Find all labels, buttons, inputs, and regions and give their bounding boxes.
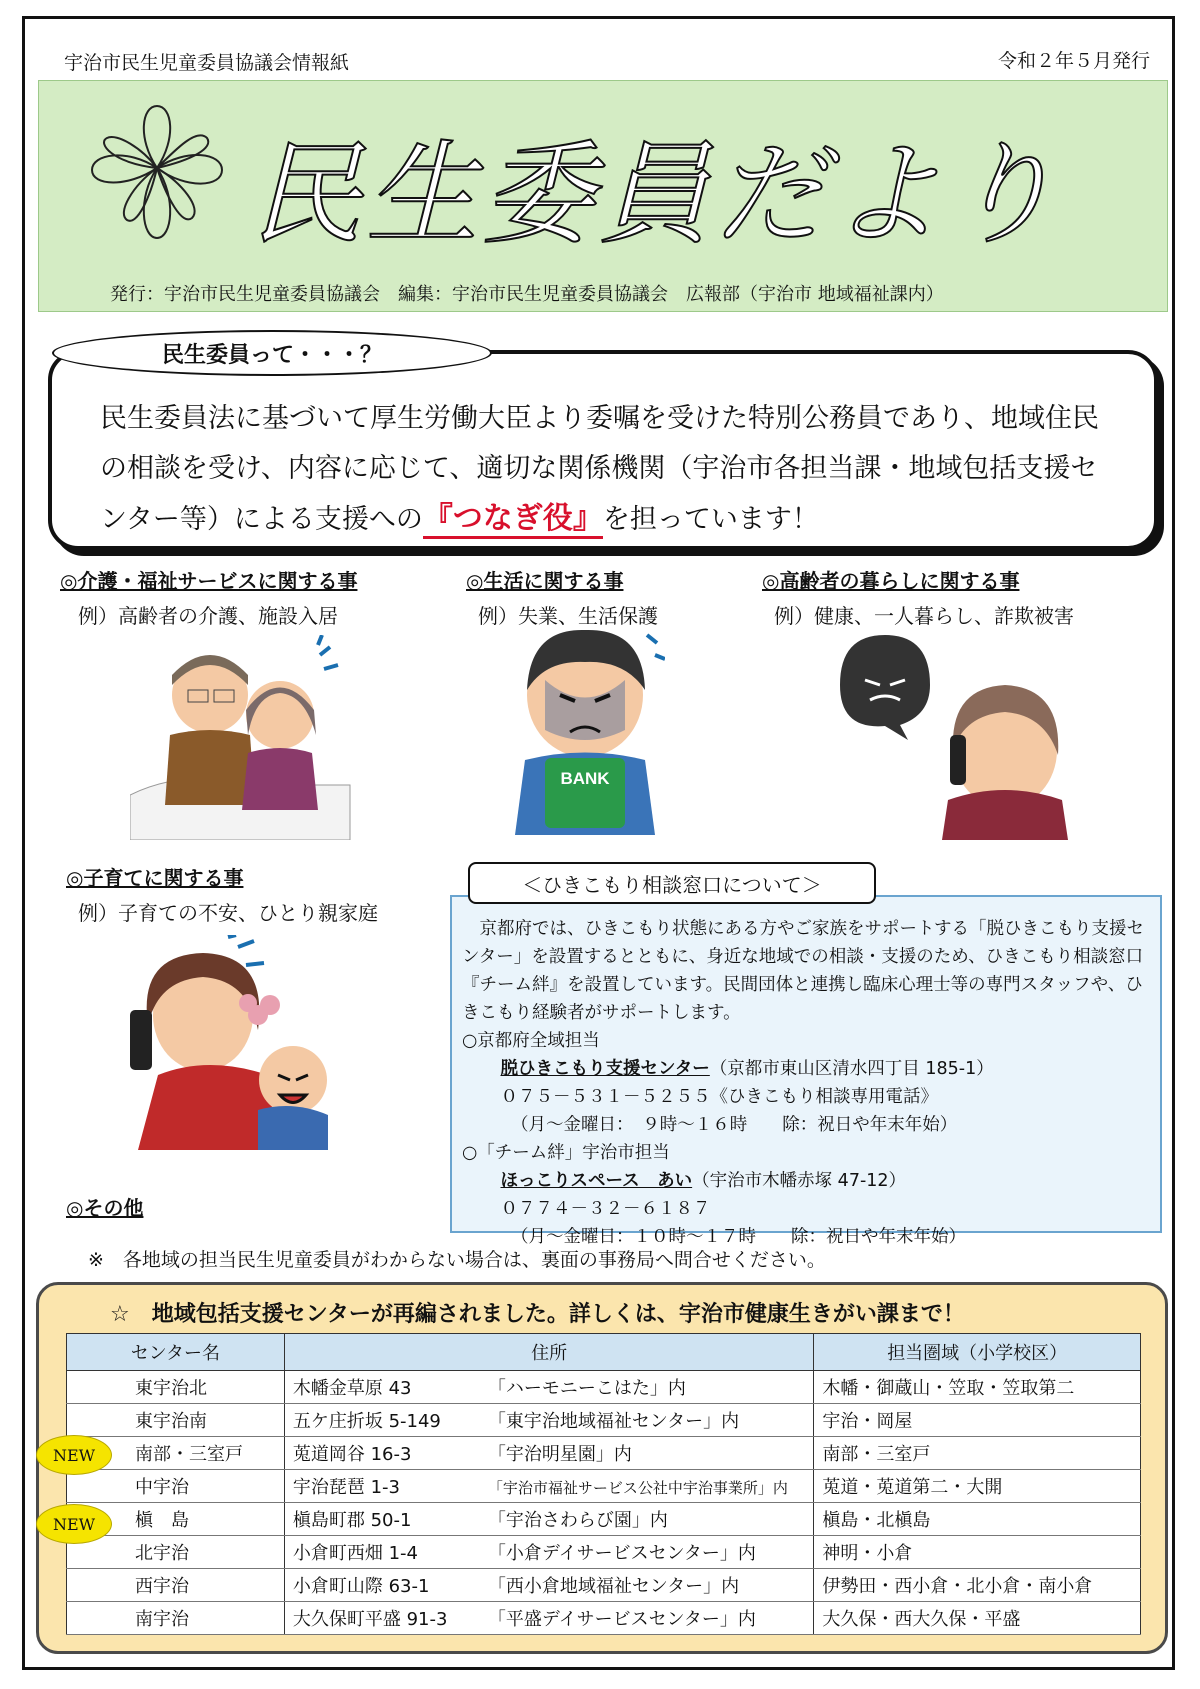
center-name-cell: 東宇治北 xyxy=(67,1371,285,1404)
center-address: 木幡金草原 43 xyxy=(292,1378,412,1399)
clover-logo xyxy=(82,98,232,248)
hikikomori-heading: ＜ひきこもり相談窓口について＞ xyxy=(468,862,876,904)
table-row xyxy=(67,1569,1141,1602)
header-address: 住所 xyxy=(284,1334,814,1371)
area2-hours: （月～金曜日：１０時～１７時 除：祝日や年末年始） xyxy=(511,1227,966,1247)
area1-label: ○京都府全域担当 xyxy=(462,1031,600,1051)
header-center-name: センター名 xyxy=(67,1334,285,1371)
masthead-title: 民生委員だより xyxy=(250,130,1062,260)
table-row xyxy=(67,1437,1141,1470)
area2-label: ○「チーム絆」宇治市担当 xyxy=(462,1143,670,1163)
center-address: 大久保町平盛 91-3 xyxy=(292,1609,448,1630)
center-address-cell xyxy=(284,1371,814,1404)
center-area-cell: 宇治・岡屋 xyxy=(814,1404,1141,1437)
center-facility: 「西小倉地域福祉センター」内 xyxy=(487,1576,740,1597)
center-address-cell xyxy=(284,1503,814,1536)
area1-center-name: 脱ひきこもり支援センター xyxy=(500,1059,710,1079)
center-facility: 「小倉デイサービスセンター」内 xyxy=(487,1543,756,1564)
center-facility: 「宇治明星園」内 xyxy=(487,1444,632,1465)
area1-address: （京都市東山区清水四丁目 185-1） xyxy=(709,1059,994,1079)
category-elderly-title: ◎高齢者の暮らしに関する事 xyxy=(762,569,1020,593)
center-area-cell: 莵道・莵道第二・大開 xyxy=(814,1470,1141,1503)
category-care-example: 例）高齢者の介護、施設入居 xyxy=(78,604,338,628)
question-oval: 民生委員って・・・？ xyxy=(52,330,492,376)
support-center-table xyxy=(66,1333,1141,1635)
definition-tail: を担っています！ xyxy=(602,504,819,535)
center-name-cell: 槇 島 xyxy=(67,1503,285,1536)
category-elderly-example: 例）健康、一人暮らし、詐欺被害 xyxy=(774,604,1074,628)
center-address: 宇治琵琶 1-3 xyxy=(292,1477,400,1498)
center-address: 莵道岡谷 16-3 xyxy=(292,1444,412,1465)
keyword-tsunagiyaku: 『つなぎ役』 xyxy=(423,501,603,539)
table-row xyxy=(67,1470,1141,1503)
contact-note: ※ 各地域の担当民生児童委員がわからない場合は、裏面の事務局へ問合せください。 xyxy=(88,1249,826,1271)
area2-phone: ０７７４－３２－６１８７ xyxy=(500,1199,711,1219)
center-facility: 「平盛デイサービスセンター」内 xyxy=(487,1609,756,1630)
area1-hours: （月～金曜日： ９時～１６時 除：祝日や年末年始） xyxy=(511,1115,958,1135)
phone-scam-illustration xyxy=(830,630,1070,840)
center-area-cell: 大久保・西大久保・平盛 xyxy=(814,1602,1141,1635)
category-childcare-title: ◎子育てに関する事 xyxy=(66,866,244,890)
hikikomori-intro: 京都府では、ひきこもり状態にある方やご家族をサポートする「脱ひきこもり支援センター」を設置するとともに、身近な地域での相談・支援のため、ひきこもり相談窓口『チーム絆』を設置しています。民間団体と連携し臨床心理士等の専門スタッフや、ひきこもり経験者がサポートします。 xyxy=(462,919,1144,1023)
area1-phone: ０７５－５３１－５２５５《ひきこもり相談専用電話》 xyxy=(500,1087,938,1107)
center-facility: 「東宇治地域福祉センター」内 xyxy=(487,1411,740,1432)
issue-date: 令和２年５月発行 xyxy=(997,50,1150,72)
publisher-line: 発行：宇治市民生児童委員協議会 編集：宇治市民生児童委員協議会 広報部（宇治市 地域福祉課内） xyxy=(110,284,944,305)
center-name-cell: 南部・三室戸 xyxy=(67,1437,285,1470)
table-header-row xyxy=(67,1334,1141,1371)
caregiver-illustration xyxy=(130,635,360,840)
area2-center-name: ほっこりスペース あい xyxy=(500,1171,693,1191)
center-address-cell xyxy=(284,1536,814,1569)
center-address-cell xyxy=(284,1437,814,1470)
center-facility: 「ハーモニーこはた」内 xyxy=(487,1378,686,1399)
center-area-cell: 神明・小倉 xyxy=(814,1536,1141,1569)
center-address: 小倉町西畑 1-4 xyxy=(292,1543,418,1564)
category-other-title: ◎その他 xyxy=(66,1196,144,1220)
category-life-title: ◎生活に関する事 xyxy=(466,569,624,593)
table-row xyxy=(67,1404,1141,1437)
center-area-cell: 槇島・北槇島 xyxy=(814,1503,1141,1536)
table-row xyxy=(67,1503,1141,1536)
center-address: 五ケ庄折坂 5-149 xyxy=(292,1411,441,1432)
new-badge: NEW xyxy=(36,1435,112,1475)
center-address: 槇島町郡 50-1 xyxy=(292,1510,412,1531)
bank-book-label: BANK xyxy=(560,769,610,788)
table-row xyxy=(67,1371,1141,1404)
worried-man-illustration xyxy=(505,620,665,835)
new-badge: NEW xyxy=(36,1504,112,1544)
category-care-title: ◎介護・福祉サービスに関する事 xyxy=(60,569,358,593)
center-name-cell: 東宇治南 xyxy=(67,1404,285,1437)
center-address-cell xyxy=(284,1602,814,1635)
area2-address: （宇治市木幡赤塚 47-12） xyxy=(692,1171,907,1191)
newsletter-source: 宇治市民生児童委員協議会情報紙 xyxy=(64,52,350,74)
center-address-cell xyxy=(284,1404,814,1437)
mother-baby-illustration xyxy=(108,935,358,1150)
support-center-title: ☆ 地域包括支援センターが再編されました。詳しくは、宇治市健康生きがい課まで！ xyxy=(110,1302,965,1327)
center-address-cell xyxy=(284,1470,814,1503)
center-address: 小倉町山際 63-1 xyxy=(292,1576,430,1597)
definition-box xyxy=(48,350,1158,550)
category-childcare-example: 例）子育ての不安、ひとり親家庭 xyxy=(78,901,378,925)
header-area: 担当圏域（小学校区） xyxy=(814,1334,1141,1371)
center-address-cell xyxy=(284,1569,814,1602)
center-name-cell: 西宇治 xyxy=(67,1569,285,1602)
center-area-cell: 南部・三室戸 xyxy=(814,1437,1141,1470)
center-name-cell: 北宇治 xyxy=(67,1536,285,1569)
center-name-cell: 南宇治 xyxy=(67,1602,285,1635)
hikikomori-text xyxy=(462,915,1152,1251)
table-row xyxy=(67,1602,1141,1635)
center-area-cell: 伊勢田・西小倉・北小倉・南小倉 xyxy=(814,1569,1141,1602)
center-area-cell: 木幡・御蔵山・笠取・笠取第二 xyxy=(814,1371,1141,1404)
category-life-example: 例）失業、生活保護 xyxy=(478,604,658,628)
center-name-cell: 中宇治 xyxy=(67,1470,285,1503)
definition-text: 民生委員法に基づいて厚生労働大臣より委嘱を受けた特別公務員であり、地域住民の相談を受け、内容に応じて、適切な関係機関（宇治市各担当課・地域包括支援センター等）による支援への xyxy=(100,403,1099,535)
center-facility: 「宇治さわらび園」内 xyxy=(487,1510,668,1531)
center-facility: 「宇治市福祉サービス公社中宇治事業所」内 xyxy=(487,1479,788,1497)
table-row xyxy=(67,1536,1141,1569)
